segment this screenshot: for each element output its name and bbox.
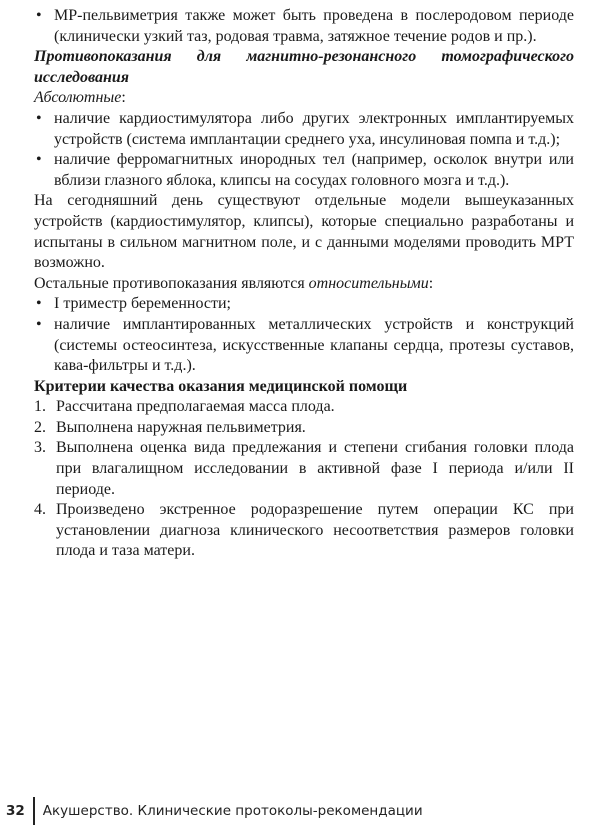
rel-item-2: • наличие имплантированных металлических устройств и конструкций (системы остеосинтеза, искусственные клапаны сердца, протезы суставов, кава-фильтры и т.д.).: [34, 315, 574, 377]
relative-line: [34, 274, 574, 295]
page-number: 32: [6, 803, 25, 819]
absolute-label-line: [34, 88, 574, 109]
criteria-text: Рассчитана предполагаемая масса плода.: [56, 398, 335, 416]
heading-quality-criteria: Критерии качества оказания медицинской помощи: [34, 377, 408, 395]
paragraph-today: На сегодняшний день существуют отдельные модели вышеуказанных устройств (кардиостимулятор, клипсы), которые специально разработаны и испытаны в сильном магнитном поле, и с данными моделями проводить МРТ возможно.: [34, 192, 574, 272]
criteria-num: 2.: [34, 418, 46, 436]
running-title: Акушерство. Клинические протоколы-рекомендации: [42, 803, 423, 819]
heading-mri-contraindications: Противопоказания для магнитно-резонансного томографического исследования: [34, 48, 574, 86]
criteria-num: 1.: [34, 398, 46, 416]
footer-divider: [33, 797, 35, 825]
criteria-text: Произведено экстренное родоразрешение путем операции КС при установлении диагноза клинического несоответствия размеров головки плода и таза матери.: [56, 501, 574, 560]
criteria-text: Выполнена оценка вида предлежания и степени сгибания головки плода при влагалищном исследовании в активной фазе I периода и/или II периоде.: [56, 439, 574, 498]
abs-item-1: • наличие кардиостимулятора либо других электронных имплантируемых устройств (система имплантации среднего уха, инсулиновая помпа и т.д.);: [34, 109, 574, 150]
page-body: [34, 6, 574, 562]
criteria-text: Выполнена наружная пельвиметрия.: [56, 418, 306, 436]
relative-word: относительными: [308, 274, 429, 292]
absolute-colon: :: [121, 89, 126, 107]
bullet-mr-pelvimetry: • МР-пельвиметрия также может быть проведена в послеродовом периоде (клинически узкий таз, родовая травма, затяжное течение родов и пр.).: [34, 6, 574, 47]
criteria-num: 4.: [34, 501, 46, 519]
criteria-num: 3.: [34, 439, 46, 457]
absolute-label: Абсолютные: [34, 89, 122, 107]
criteria-item-2: [34, 418, 574, 439]
criteria-item-3: [34, 438, 574, 500]
abs-item-2: • наличие ферромагнитных инородных тел (например, осколок внутри или вблизи глазного яблока, клипсы на сосудах головного мозга и т.д.).: [34, 150, 574, 191]
page-footer: [6, 796, 423, 826]
relative-prefix: Остальные противопоказания являются: [34, 274, 309, 292]
criteria-item-1: [34, 397, 574, 418]
rel-item-1: • I триместр беременности;: [34, 294, 574, 315]
relative-colon: :: [428, 274, 434, 292]
criteria-item-4: [34, 500, 574, 562]
